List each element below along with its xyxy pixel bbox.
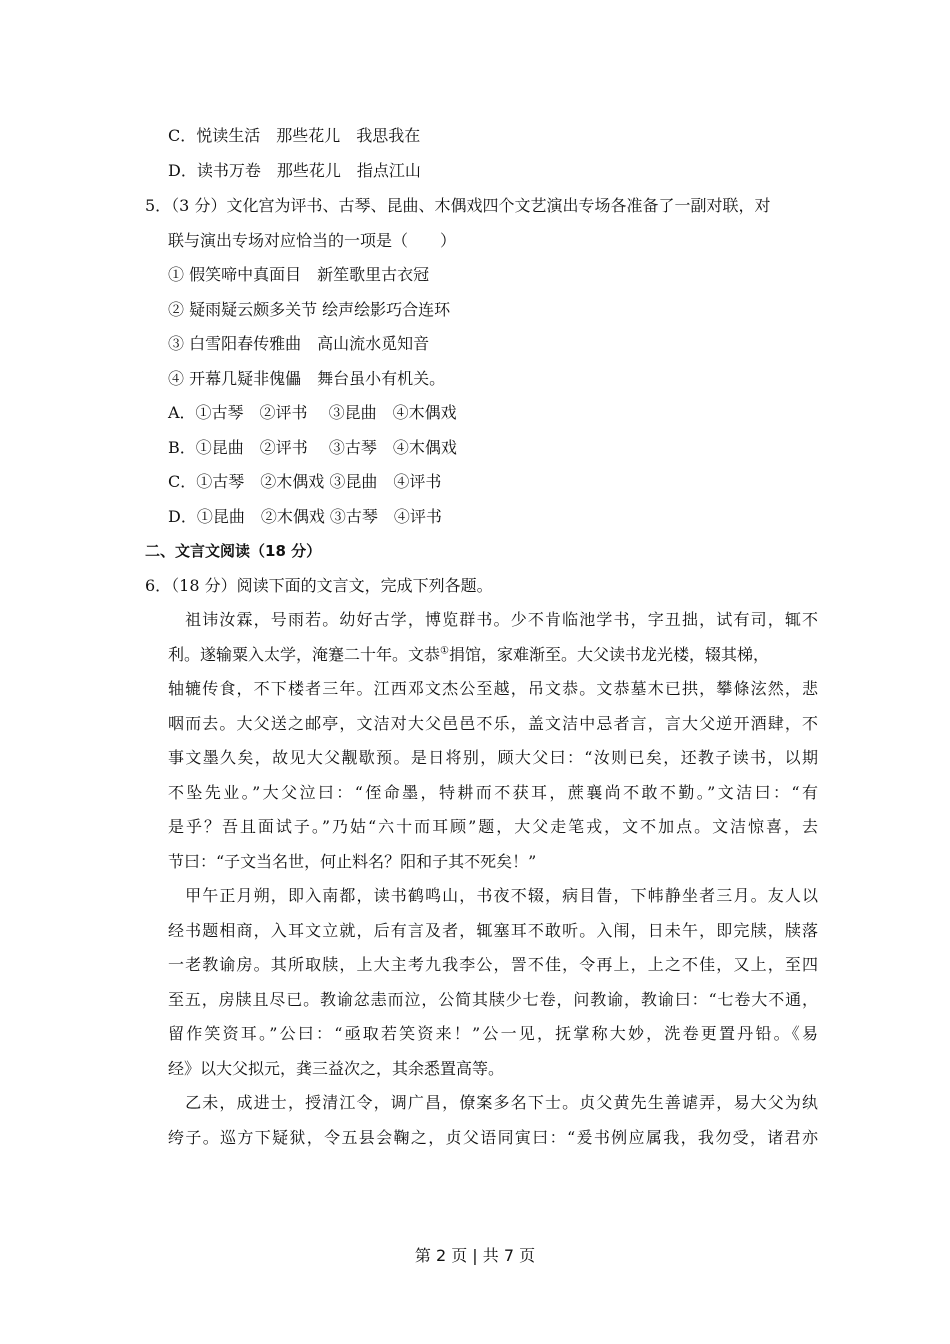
q5-stem-line-1: 5．（3 分）文化宫为评书、古琴、昆曲、木偶戏四个文艺演出专场各准备了一副对联，对 bbox=[145, 196, 771, 215]
passage-text: 利。遂输粟入太学，淹蹇二十年。文恭 bbox=[168, 645, 441, 664]
q6-stem: 6．（18 分）阅读下面的文言文，完成下列各题。 bbox=[145, 576, 493, 595]
passage-line: 一老教谕房。其所取牍，上大主考九我李公，詈不佳，令再上，上之不佳，又上，至四 bbox=[168, 955, 818, 974]
passage-line: 是乎？吾且面试子。”乃姑“六十而耳顾”题，大父走笔戎，文不加点。文洁惊喜，去 bbox=[168, 817, 818, 836]
q4-option-c: C．悦读生活 那些花儿 我思我在 bbox=[168, 126, 421, 145]
q5-stem-line-2: 联与演出专场对应恰当的一项是（ ） bbox=[168, 231, 457, 250]
passage-line bbox=[168, 644, 769, 666]
passage-line: 不坠先业。”大父泣曰：“侄命墨，特耕而不获耳，蔗襄尚不敢不勤。”文洁曰：“有 bbox=[168, 783, 818, 802]
page-footer: 第 2 页 | 共 7 页 bbox=[414, 1246, 536, 1265]
section-title: 二、文言文阅读（18 分） bbox=[145, 542, 322, 560]
passage-line: 咽而去。大父送之邮亭，文洁对大父邑邑不乐，盖文洁中忌者言，言大父逆开酒肆，不 bbox=[168, 714, 818, 733]
passage-line: 祖讳汝霖，号雨若。幼好古学，博览群书。少不肯临池学书，字丑拙，试有司，辄不 bbox=[168, 610, 818, 629]
q5-option-b: B．①昆曲 ②评书 ③古琴 ④木偶戏 bbox=[168, 438, 457, 457]
q5-option-c: C．①古琴 ②木偶戏 ③昆曲 ④评书 bbox=[168, 472, 442, 491]
passage-line: 绔子。巡方下疑狱，令五县会鞠之，贞父语同寅曰：“爰书例应属我，我勿受，诸君亦 bbox=[168, 1128, 818, 1147]
footnote-mark: ① bbox=[440, 645, 449, 657]
q5-couplet-3: ③ 白雪阳春传雅曲 高山流水觅知音 bbox=[168, 334, 430, 353]
q5-option-d: D．①昆曲 ②木偶戏 ③古琴 ④评书 bbox=[168, 507, 442, 526]
passage-line: 节曰：“子文当名世，何止料名？阳和子其不死矣！” bbox=[168, 852, 537, 871]
q4-option-d: D．读书万卷 那些花儿 指点江山 bbox=[168, 161, 421, 180]
passage-line: 留作笑资耳。”公曰：“亟取若笑资来！”公一见，抚掌称大妙，洗卷更置丹铅。《易 bbox=[168, 1024, 818, 1043]
passage-line: 轴辘传食，不下楼者三年。江西邓文杰公至越，吊文恭。文恭墓木已拱，攀條泫然，悲 bbox=[168, 679, 818, 698]
passage-line: 经》以大父拟元，龚三益次之，其余悉置高等。 bbox=[168, 1059, 505, 1078]
passage-line: 乙未，成进士，授清江令，调广昌，僚案多名下士。贞父黄先生善谑弄，易大父为纨 bbox=[168, 1093, 818, 1112]
q5-option-a: A．①古琴 ②评书 ③昆曲 ④木偶戏 bbox=[168, 403, 457, 422]
q5-couplet-4: ④ 开幕几疑非傀儡 舞台虽小有机关。 bbox=[168, 369, 446, 388]
passage-line: 事文墨久矣，故见大父觏歇预。是日将别，顾大父曰：“汝则已矣，还教子读书，以期 bbox=[168, 748, 818, 767]
q5-couplet-1: ① 假笑啼中真面目 新笙歌里古衣冠 bbox=[168, 265, 430, 284]
passage-line: 经书题相商，入耳文立就，后有言及者，辄塞耳不敢听。入闱，日未午，即完牍，牍落 bbox=[168, 921, 818, 940]
passage-line: 甲午正月朔，即入南都，读书鹤鸣山，书夜不辍，病目眚，下帏静坐者三月。友人以 bbox=[168, 886, 818, 905]
passage-text: 捐馆，家难渐至。大父读书龙光楼，辍其梯， bbox=[448, 645, 769, 664]
passage-line: 至五，房牍且尽已。教谕忿恚而泣，公简其牍少七卷，问教谕，教谕曰：“七卷大不通， bbox=[168, 990, 818, 1009]
q5-couplet-2: ② 疑雨疑云颇多关节 绘声绘影巧合连环 bbox=[168, 300, 451, 319]
